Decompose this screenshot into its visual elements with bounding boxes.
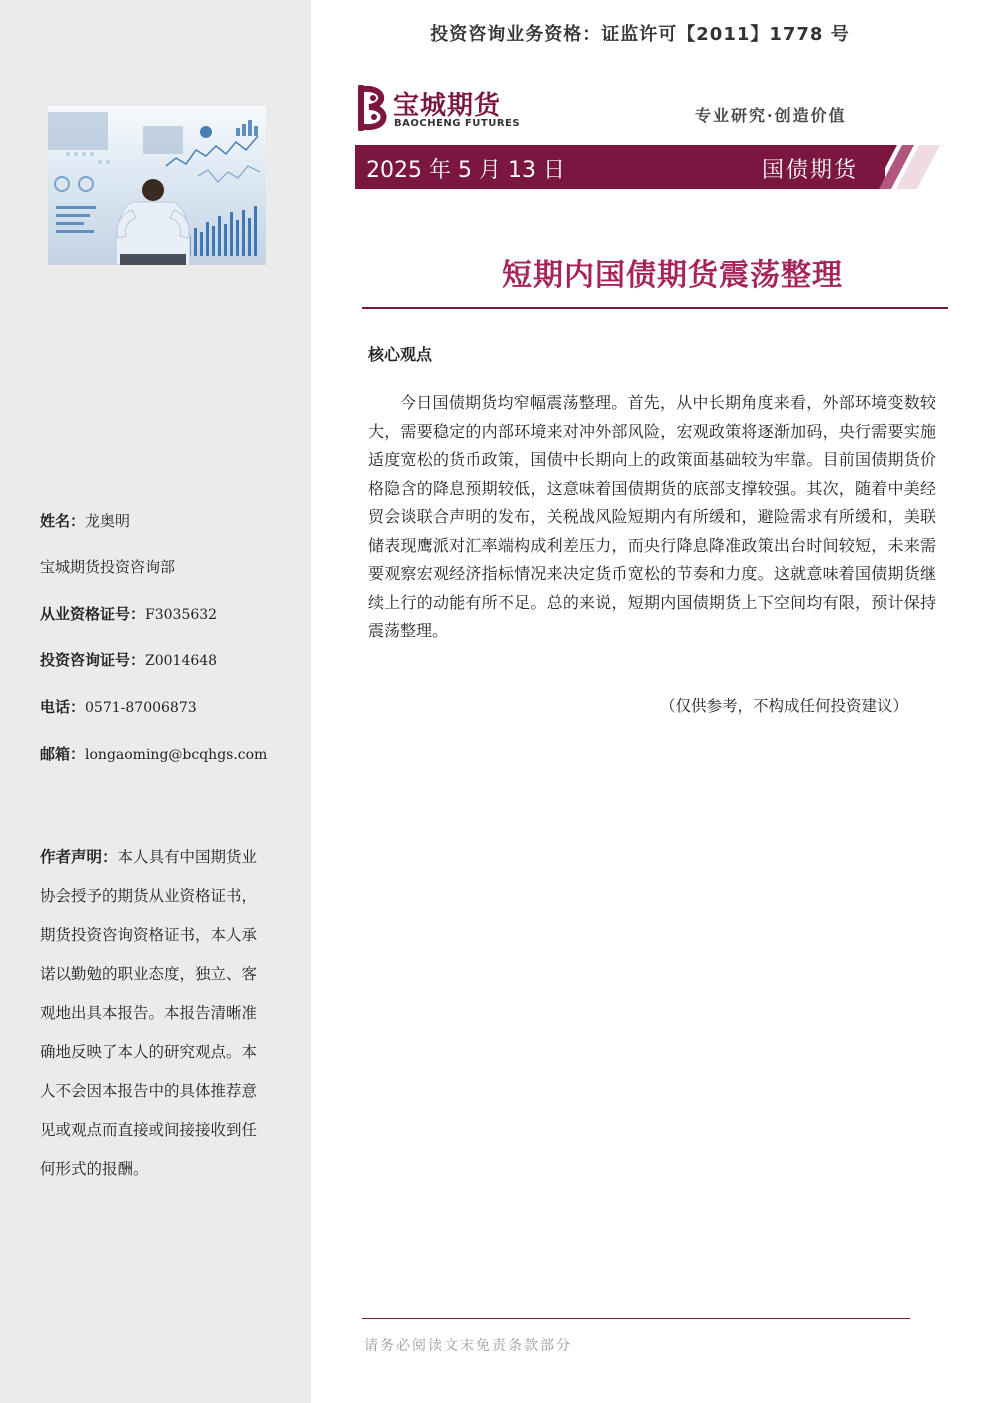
author-department: 宝城期货投资咨询部 — [40, 558, 176, 576]
author-phone-label: 电话： — [40, 698, 86, 716]
logo-mark-icon — [355, 85, 391, 131]
license-line: 投资咨询业务资格：证监许可【2011】1778 号 — [430, 24, 850, 45]
company-logo — [355, 85, 525, 131]
author-cert — [40, 603, 217, 624]
author-declaration — [40, 838, 272, 1189]
author-email-value[interactable]: longaoming@bcqhgs.com — [85, 747, 268, 763]
logo-english-name: BAOCHENG FUTURES — [394, 118, 521, 129]
footer-divider — [362, 1318, 910, 1319]
author-consult-label: 投资咨询证号： — [40, 651, 146, 669]
report-body: 今日国债期货均窄幅震荡整理。首先，从中长期角度来看，外部环境变数较大，需要稳定的内部环境来对冲外部风险，宏观政策将逐渐加码，央行需要实施适度宽松的货币政策，国债中长期向上的政策面基础较为牢靠。目前国债期货价格隐含的降息预期较低，这意味着国债期货的底部支撑较强。其次，随着中美经贸会谈联合声明的发布，关税战风险短期内有所缓和，避险需求有所缓和，美联储表现鹰派对汇率端构成利差压力，而央行降息降准政策出台时间较短，未来需要观察宏观经济指标情况来决定货币宽松的节奏和力度。这就意味着国债期货继续上行的动能有所不足。总的来说，短期内国债期货上下空间均有限，预计保持震荡整理。 — [368, 393, 936, 640]
declaration-label: 作者声明： — [40, 848, 118, 866]
author-cert-label: 从业资格证号： — [40, 605, 146, 623]
author-email — [40, 743, 267, 764]
author-consult-cert — [40, 649, 217, 670]
author-consult-value: Z0014648 — [145, 653, 218, 669]
declaration-text: 本人具有中国期货业协会授予的期货从业资格证书，期货投资咨询资格证书，本人承诺以勤勉的职业态度，独立、客观地出具本报告。本报告清晰准确地反映了本人的研究观点。本人不会因本报告中的具体推荐意见或观点而直接或间接接收到任何形式的报酬。 — [40, 848, 258, 1178]
investment-disclaimer: （仅供参考，不构成任何投资建议） — [660, 697, 909, 715]
author-phone-value: 0571-87006873 — [85, 700, 197, 716]
report-date: 2025 年 5 月 13 日 — [366, 158, 565, 183]
author-cert-value: F3035632 — [145, 607, 218, 623]
author-name-label: 姓名： — [40, 512, 86, 530]
report-title: 短期内国债期货震荡整理 — [502, 258, 843, 293]
hero-image — [48, 106, 266, 265]
report-category: 国债期货 — [762, 158, 859, 183]
author-name — [40, 510, 130, 531]
slogan: 专业研究·创造价值 — [695, 106, 847, 125]
logo-chinese-name: 宝城期货 — [393, 91, 502, 121]
footer-note[interactable]: 请务必阅读文末免责条款部分 — [364, 1338, 572, 1354]
banner-stripes-decoration — [862, 145, 942, 189]
author-phone — [40, 696, 197, 717]
author-email-label: 邮箱： — [40, 745, 86, 763]
author-name-value: 龙奥明 — [85, 512, 131, 530]
title-divider — [362, 307, 948, 309]
section-heading: 核心观点 — [368, 345, 433, 364]
